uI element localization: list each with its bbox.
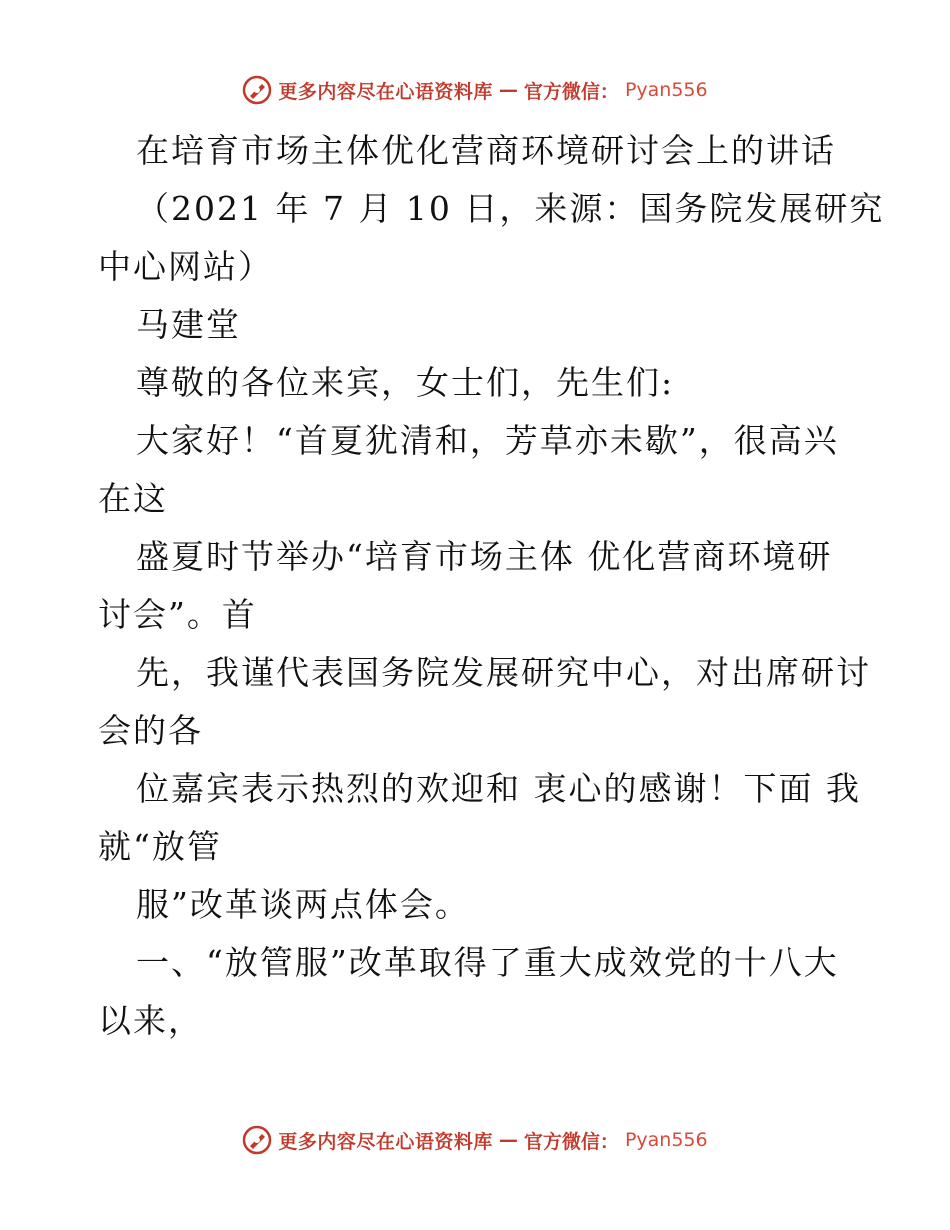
document-line: 会的各 <box>98 711 203 750</box>
document-line: 在这 <box>98 479 168 518</box>
banner-dash: — <box>498 1129 518 1151</box>
pen-logo-icon <box>242 1125 272 1155</box>
document-line: 讨会”。首 <box>98 595 257 634</box>
document-line: （2021 年 7 月 10 日，来源：国务院发展研究 <box>136 189 885 228</box>
pen-logo-icon <box>242 75 272 105</box>
document-line: 一、“放管服”改革取得了重大成效党的十八大 <box>136 943 839 982</box>
banner-wechat-id: Pyan556 <box>624 1129 708 1151</box>
banner-wechat-label: 官方微信： <box>523 80 619 103</box>
banner-wechat-label: 官方微信： <box>523 1130 619 1153</box>
document-line: 尊敬的各位来宾，女士们，先生们: <box>136 363 675 402</box>
document-line: 位嘉宾表示热烈的欢迎和 衷心的感谢！下面 我 <box>136 769 861 808</box>
document-title: 在培育市场主体优化营商环境研讨会上的讲话 <box>136 131 836 170</box>
document-author: 马建堂 <box>136 305 241 344</box>
footer-banner <box>0 1120 950 1160</box>
document-line: 中心网站） <box>98 247 273 286</box>
banner-wechat-id: Pyan556 <box>624 79 708 101</box>
banner-title: 更多内容尽在心语资料库 <box>278 80 493 103</box>
document-line: 先，我谨代表国务院发展研究中心，对出席研讨 <box>136 653 871 692</box>
document-line: 大家好！“首夏犹清和，芳草亦未歇”，很高兴 <box>136 421 839 460</box>
document-line: 以来， <box>98 1001 203 1040</box>
header-banner <box>0 70 950 110</box>
banner-title: 更多内容尽在心语资料库 <box>278 1130 493 1153</box>
banner-dash: — <box>498 79 518 101</box>
document-body <box>98 122 885 1050</box>
document-line: 服”改革谈两点体会。 <box>136 885 470 924</box>
document-line: 就“放管 <box>98 827 222 866</box>
document-line: 盛夏时节举办“培育市场主体 优化营商环境研 <box>136 537 833 576</box>
